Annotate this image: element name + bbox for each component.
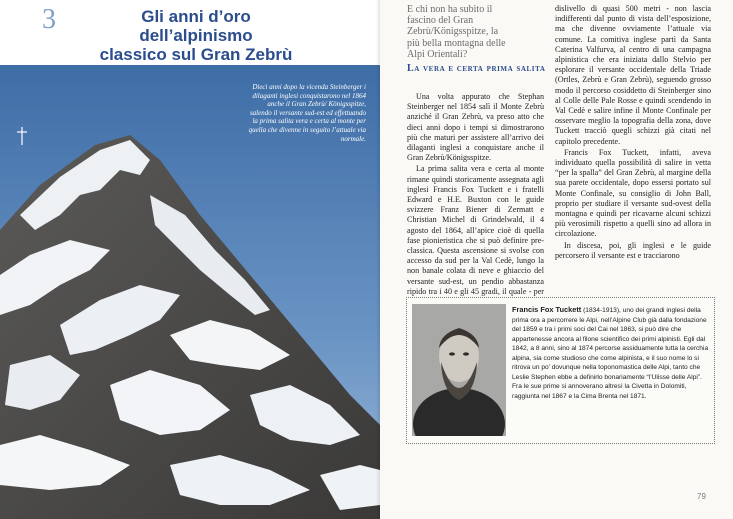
- biography-body: (1834-1913), uno dei grandi inglesi della prima ora a percorrere le Alpi, nell’Alpine Club già dalla fondazione del 1859 e tra i primi soci del Cai nel 1863, si può dire che appartenesse ancora al filone scientifico dei primi alpinisti. Egli dal 1842, a 8 anni, sino al 1874 percorse assiduamente tutta la cerchia alpina, sia come studioso che come alpinista, e il suo nome lo si ritrova un po’ dovunque nella toponomastica delle Alpi, tanto che Leslie Stephen ebbe a definirlo bonariamente “l’Ulisse delle Alpi”. Fra le sue prime si annoverano altresì la Civetta in Dolomiti, raggiunta nel 1867 e la Cima Brenta nel 1871.: [512, 307, 709, 400]
- body-paragraph: dislivello di quasi 500 metri - non lascia indifferenti dal punto di vista dell’esposizione, ma che divenne ovviamente l’attuale via comune. La comitiva inglese partì da Santa Caterina Valfurva, al centro di una campagna alpinistica che era iniziata dallo Stelvio per esplorare il versante occidentale della Triade (Ortles, Zebrù e Gran Zebrù), seguendo grosso modo il percorso cosiddetto di Steinberger sino al Colle delle Pale Rosse e quindi scendendo in Val Cedè e salire infine il Monte Confinale per osservare meglio la topografia della zona, dove Tuckett tracciò quegli schizzi già citati nel capitolo precedente.: [555, 4, 711, 146]
- biography-box: [406, 297, 715, 444]
- pull-quote: E chi non ha subito il fascino del Gran Zebrù/Königsspitze, la più bella montagna delle Alpi Orientali?: [407, 4, 506, 60]
- portrait-illustration: [412, 304, 506, 436]
- tuckett-portrait: [412, 304, 506, 436]
- section-heading: La vera e certa prima salita: [407, 63, 546, 74]
- body-paragraph: Francis Fox Tuckett, infatti, aveva individuato quella possibilità di salire in vetta “per la spalla” del Gran Zebrù, al margine della sua parete occidentale, dopo essersi portato sul Monte Confinale, su consiglio di John Ball, proprio per studiare il versante sud-ovest della montagna e quindi per ricavarne alcuni schizzi più verosimili rispetto a quelli sino ad allora in circolazione.: [555, 147, 711, 239]
- body-paragraph: In discesa, poi, gli inglesi e le guide percorsero il versante est e tracciarono: [555, 240, 711, 260]
- body-column-2: [555, 4, 711, 262]
- page-number: 79: [697, 492, 706, 501]
- body-paragraph: Una volta appurato che Stephan Steinberger nel 1854 salì il Monte Zebrù anziché il Gran Zebrù, va preso atto che dieci anni dopo i tempi si dimostrarono più che maturi per assistere all’arrivo dei dilaganti inglesi a conquistare anche il Gran Zebrù/Königsspitze.: [407, 92, 544, 163]
- chapter-number: 3: [42, 4, 56, 35]
- biography-text: [512, 305, 709, 401]
- chapter-title-line2: classico sul Gran Zebrù: [99, 45, 293, 64]
- photo-caption: Dieci anni dopo la vicenda Steinberger i dilaganti inglesi conquistarono nel 1864 anche il Gran Zebrù/ Königsspitze, salendo il versante sud-est ed effettuando la prima salita vera e certa al monte per quella che divenne in seguito l’attuale via normale.: [248, 83, 366, 143]
- body-paragraph: La prima salita vera e certa al monte rimane quindi storicamente assegnata agli inglesi Francis Fox Tuckett e i fratelli Edward e H.E. Buxton con le guide svizzere Franz Biener di Zermatt e Christian Michel di Grindelwald, il 4 agosto del 1864, all’apice cioè di quella fase pionieristica che si può definire pre-classica. Questa ascensione si svolse con accesso da sud per la Val Cedè, lungo la non banale colata di neve e ghiaccio del versante sud-est, un pendio abbastanza ripido tra i 40 e gli 45 gradi, il quale - per: [407, 164, 544, 296]
- biography-name: Francis Fox Tuckett: [512, 305, 582, 314]
- chapter-title-line1: Gli anni d’oro dell’alpinismo: [139, 7, 253, 45]
- chapter-title: [86, 7, 306, 64]
- body-column-1: [407, 92, 544, 308]
